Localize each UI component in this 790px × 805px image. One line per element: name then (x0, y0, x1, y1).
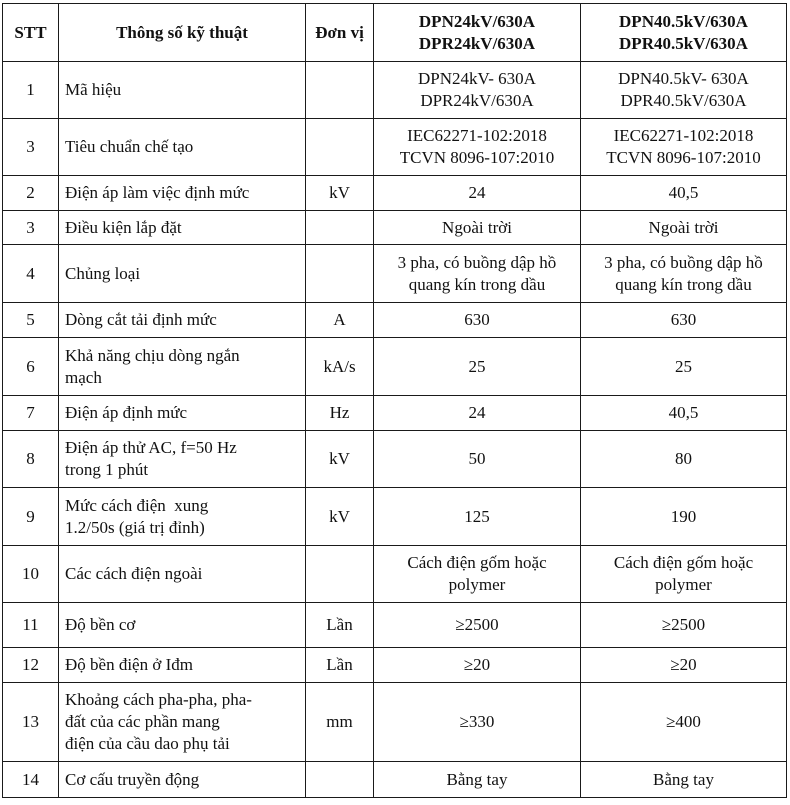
row-stt: 1 (3, 62, 59, 119)
row-param-line: Điện áp làm việc định mức (65, 183, 250, 202)
row-value-a (374, 176, 581, 211)
row-param-line: 1.2/50s (giá trị đỉnh) (65, 517, 205, 537)
row-value-a-line: IEC62271-102:2018 (407, 126, 547, 145)
row-value-b-line: quang kín trong dầu (615, 274, 752, 294)
row-unit: kV (306, 488, 374, 546)
header-model-b-line: DPN40.5kV/630A (619, 11, 748, 31)
row-unit: kV (306, 176, 374, 211)
row-stt: 12 (3, 648, 59, 683)
header-model-a-line: DPN24kV/630A (418, 11, 536, 31)
row-stt: 7 (3, 396, 59, 431)
row-param (59, 683, 306, 762)
row-stt: 9 (3, 488, 59, 546)
row-stt: 10 (3, 546, 59, 603)
row-value-a-line: Bằng tay (446, 769, 508, 789)
row-value-a (374, 303, 581, 338)
row-value-b-line: TCVN 8096-107:2010 (606, 148, 761, 167)
row-value-a (374, 683, 581, 762)
row-value-a (374, 488, 581, 546)
row-value-b (581, 603, 787, 648)
row-value-a (374, 546, 581, 603)
row-value-b-line: Cách điện gốm hoặc (613, 553, 754, 572)
row-unit: kV (306, 431, 374, 488)
row-unit: mm (306, 683, 374, 762)
row-value-b (581, 431, 787, 488)
row-value-b (581, 683, 787, 762)
row-value-a-line: 25 (468, 356, 486, 376)
row-stt: 3 (3, 119, 59, 176)
row-param (59, 431, 306, 488)
row-unit (306, 546, 374, 603)
row-value-b (581, 62, 787, 119)
row-value-b-line: ≥20 (670, 655, 697, 674)
row-stt: 14 (3, 762, 59, 798)
row-param (59, 546, 306, 603)
row-unit (306, 762, 374, 798)
row-value-a-line: DPN24kV- 630A (418, 69, 536, 88)
header-row (3, 4, 787, 62)
row-value-a-line: ≥330 (459, 712, 495, 731)
table-row (3, 119, 787, 176)
row-param (59, 211, 306, 245)
row-value-b (581, 648, 787, 683)
row-value-a (374, 396, 581, 431)
row-value-a-line: ≥20 (463, 655, 491, 674)
table-row (3, 762, 787, 798)
row-value-b-line: DPR40.5kV/630A (620, 91, 747, 110)
header-param: Thông số kỹ thuật (59, 4, 306, 62)
row-value-a (374, 245, 581, 303)
row-value-b (581, 119, 787, 176)
header-unit: Đơn vị (306, 4, 374, 62)
row-value-b (581, 303, 787, 338)
row-value-a-line: ≥2500 (455, 615, 499, 634)
row-param-line: Các cách điện ngoài (65, 564, 203, 583)
row-value-b-line: polymer (655, 575, 712, 594)
row-param (59, 762, 306, 798)
row-value-a (374, 762, 581, 798)
row-value-a (374, 338, 581, 396)
row-value-a-line: TCVN 8096-107:2010 (399, 148, 555, 167)
row-value-a-line: DPR24kV/630A (420, 91, 534, 110)
row-param (59, 338, 306, 396)
table-row (3, 62, 787, 119)
row-value-b-line: ≥400 (666, 712, 701, 731)
row-value-a-line: 3 pha, có buồng dập hồ (397, 252, 557, 272)
row-param-line: Độ bền cơ (65, 615, 136, 634)
row-param-line: Cơ cấu truyền động (65, 769, 200, 789)
row-stt: 8 (3, 431, 59, 488)
table-row (3, 303, 787, 338)
row-param (59, 488, 306, 546)
header-model-a-line: DPR24kV/630A (418, 33, 536, 53)
row-value-b (581, 488, 787, 546)
row-param-line: Khoảng cách pha-pha, pha- (65, 690, 252, 709)
header-model-a (374, 4, 581, 62)
row-param-line: Mã hiệu (65, 80, 122, 99)
row-value-a (374, 211, 581, 245)
row-value-a-line: Ngoài trời (442, 217, 512, 237)
row-param-line: Điều kiện lắp đặt (65, 217, 182, 237)
row-param-line: đất của các phần mang (65, 712, 220, 731)
row-value-b-line: Bằng tay (653, 769, 714, 789)
row-value-b (581, 762, 787, 798)
row-value-a-line: 50 (468, 449, 486, 468)
row-value-b-line: 3 pha, có buồng dập hồ (604, 252, 763, 272)
row-value-b-line: 40,5 (668, 403, 699, 422)
row-value-b-line: 630 (670, 310, 697, 329)
row-value-a (374, 62, 581, 119)
row-unit: Lần (306, 603, 374, 648)
row-value-a (374, 119, 581, 176)
row-param (59, 303, 306, 338)
row-stt: 4 (3, 245, 59, 303)
row-value-b-line: 40,5 (668, 183, 699, 202)
header-stt: STT (3, 4, 59, 62)
row-unit: kA/s (306, 338, 374, 396)
table-row (3, 245, 787, 303)
row-value-a-line: 630 (464, 310, 490, 329)
row-value-a (374, 648, 581, 683)
row-value-b-line: 190 (670, 506, 697, 526)
row-value-a-line: quang kín trong dầu (408, 274, 546, 294)
table-row (3, 396, 787, 431)
row-value-a-line: polymer (448, 575, 506, 594)
row-param-line: điện của cầu dao phụ tải (65, 734, 230, 753)
row-value-b-line: IEC62271-102:2018 (613, 126, 754, 145)
row-value-b (581, 245, 787, 303)
row-param (59, 176, 306, 211)
row-param-line: mạch (65, 367, 102, 387)
row-value-a-line: Cách điện gốm hoặc (407, 553, 547, 572)
row-unit (306, 119, 374, 176)
row-param (59, 245, 306, 303)
row-param (59, 648, 306, 683)
row-stt: 5 (3, 303, 59, 338)
spec-table (2, 3, 787, 798)
row-param-line: Khả năng chịu dòng ngắn (65, 345, 240, 365)
table-row (3, 338, 787, 396)
row-stt: 6 (3, 338, 59, 396)
row-param (59, 119, 306, 176)
row-value-b (581, 338, 787, 396)
row-param-line: Tiêu chuẩn chế tạo (65, 137, 194, 156)
row-stt: 2 (3, 176, 59, 211)
row-stt: 3 (3, 211, 59, 245)
table-row (3, 176, 787, 211)
row-value-b (581, 396, 787, 431)
table-row (3, 488, 787, 546)
row-param-line: Điện áp định mức (65, 403, 188, 422)
row-value-b (581, 546, 787, 603)
row-value-a (374, 603, 581, 648)
row-value-b (581, 211, 787, 245)
row-stt: 13 (3, 683, 59, 762)
row-param-line: trong 1 phút (65, 460, 149, 479)
table-row (3, 683, 787, 762)
row-param-line: Mức cách điện xung (65, 495, 209, 515)
row-unit: A (306, 303, 374, 338)
table-row (3, 431, 787, 488)
row-value-b-line: ≥2500 (661, 615, 706, 634)
row-unit (306, 62, 374, 119)
row-unit (306, 211, 374, 245)
row-stt: 11 (3, 603, 59, 648)
header-model-b (581, 4, 787, 62)
row-value-b (581, 176, 787, 211)
row-value-a-line: 24 (468, 183, 486, 202)
row-value-b-line: DPN40.5kV- 630A (618, 69, 749, 88)
row-param-line: Dòng cắt tải định mức (65, 310, 217, 329)
row-value-b-line: 80 (675, 449, 692, 468)
table-row (3, 546, 787, 603)
row-value-b-line: 25 (675, 356, 692, 376)
row-value-b-line: Ngoài trời (648, 217, 719, 237)
row-param (59, 396, 306, 431)
table-row (3, 603, 787, 648)
row-param-line: Độ bền điện ở Iđm (65, 655, 193, 674)
row-value-a-line: 125 (464, 506, 490, 526)
header-model-b-line: DPR40.5kV/630A (619, 33, 748, 53)
row-unit: Hz (306, 396, 374, 431)
row-value-a-line: 24 (468, 403, 486, 422)
row-unit: Lần (306, 648, 374, 683)
row-param (59, 62, 306, 119)
row-param (59, 603, 306, 648)
table-row (3, 648, 787, 683)
row-unit (306, 245, 374, 303)
table-row (3, 211, 787, 245)
row-param-line: Chủng loại (65, 263, 141, 283)
row-value-a (374, 431, 581, 488)
row-param-line: Điện áp thử AC, f=50 Hz (65, 438, 237, 457)
